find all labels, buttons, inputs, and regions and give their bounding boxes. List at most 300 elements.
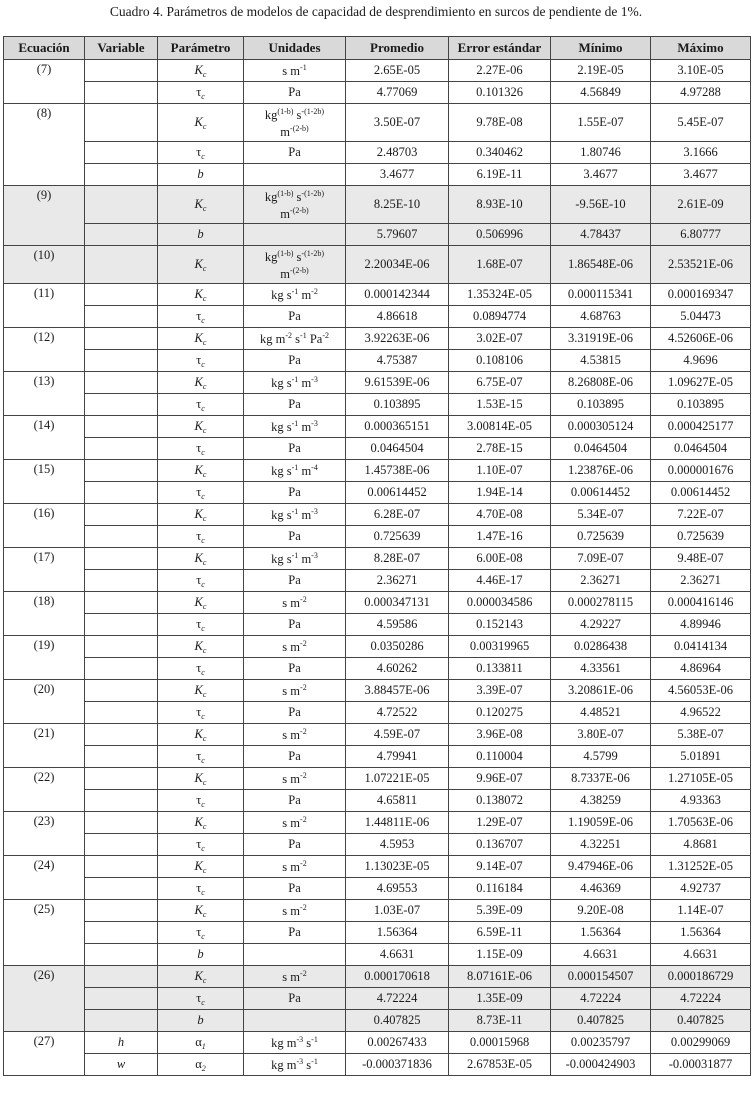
std-error-cell: 1.94E-14: [449, 482, 551, 504]
mean-cell: -0.000371836: [346, 1054, 449, 1076]
mean-cell: 0.00614452: [346, 482, 449, 504]
min-cell: 1.19059E-06: [551, 812, 651, 834]
min-cell: 7.09E-07: [551, 548, 651, 570]
max-cell: 4.97288: [651, 82, 751, 104]
min-cell: 1.55E-07: [551, 104, 651, 142]
parameter-cell: $K_c$: [158, 592, 244, 614]
units-cell: [244, 164, 346, 186]
mean-cell: 4.5953: [346, 834, 449, 856]
parameter-cell: b: [158, 224, 244, 246]
table-row: [4, 394, 751, 416]
mean-cell: 4.79941: [346, 746, 449, 768]
std-error-cell: 9.96E-07: [449, 768, 551, 790]
units-cell: Pa: [244, 658, 346, 680]
table-row: [4, 768, 751, 790]
equation-cell: (19): [4, 636, 85, 680]
variable-cell: [85, 746, 158, 768]
parameter-cell: $K_c$: [158, 104, 244, 142]
table-row: [4, 966, 751, 988]
std-error-cell: 0.116184: [449, 878, 551, 900]
mean-cell: 8.25E-10: [346, 186, 449, 224]
max-cell: 4.56053E-06: [651, 680, 751, 702]
variable-cell: [85, 680, 158, 702]
parameter-cell: $\tau_c$: [158, 350, 244, 372]
std-error-cell: 0.120275: [449, 702, 551, 724]
max-cell: 0.000186729: [651, 966, 751, 988]
mean-cell: 4.65811: [346, 790, 449, 812]
std-error-cell: 0.0894774: [449, 306, 551, 328]
variable-cell: [85, 570, 158, 592]
variable-cell: [85, 394, 158, 416]
equation-cell: (25): [4, 900, 85, 966]
min-cell: 0.000278115: [551, 592, 651, 614]
mean-cell: 4.72224: [346, 988, 449, 1010]
min-cell: 0.00614452: [551, 482, 651, 504]
table-row: [4, 1054, 751, 1076]
variable-cell: [85, 328, 158, 350]
std-error-cell: 0.506996: [449, 224, 551, 246]
min-cell: 3.80E-07: [551, 724, 651, 746]
std-error-cell: 0.340462: [449, 142, 551, 164]
mean-cell: 0.103895: [346, 394, 449, 416]
mean-cell: 4.86618: [346, 306, 449, 328]
units-cell: s $m^{-1}$: [244, 60, 346, 82]
std-error-cell: 8.93E-10: [449, 186, 551, 224]
std-error-cell: 1.53E-15: [449, 394, 551, 416]
variable-cell: [85, 350, 158, 372]
units-cell: Pa: [244, 834, 346, 856]
std-error-cell: 0.108106: [449, 350, 551, 372]
mean-cell: 3.88457E-06: [346, 680, 449, 702]
variable-cell: [85, 768, 158, 790]
units-cell: $kg^{(1-b)}$ $s^{-(1-2b)}$ $m^{-(2-b)}$: [244, 186, 346, 224]
max-cell: 0.0414134: [651, 636, 751, 658]
units-cell: kg $m^{-3}$ $s^{-1}$: [244, 1032, 346, 1054]
min-cell: 4.48521: [551, 702, 651, 724]
std-error-cell: 1.47E-16: [449, 526, 551, 548]
max-cell: 1.70563E-06: [651, 812, 751, 834]
variable-cell: [85, 186, 158, 224]
mean-cell: 9.61539E-06: [346, 372, 449, 394]
parameter-cell: $\tau_c$: [158, 878, 244, 900]
std-error-cell: 6.00E-08: [449, 548, 551, 570]
variable-cell: [85, 482, 158, 504]
min-cell: 0.407825: [551, 1010, 651, 1032]
variable-cell: [85, 856, 158, 878]
std-error-cell: 3.02E-07: [449, 328, 551, 350]
mean-cell: 8.28E-07: [346, 548, 449, 570]
std-error-cell: 1.15E-09: [449, 944, 551, 966]
equation-cell: (21): [4, 724, 85, 768]
max-cell: 5.01891: [651, 746, 751, 768]
min-cell: 1.80746: [551, 142, 651, 164]
header-equation: Ecuación: [4, 37, 85, 60]
std-error-cell: 2.67853E-05: [449, 1054, 551, 1076]
variable-cell: [85, 944, 158, 966]
parameter-cell: b: [158, 164, 244, 186]
min-cell: 0.103895: [551, 394, 651, 416]
std-error-cell: 5.39E-09: [449, 900, 551, 922]
max-cell: 4.86964: [651, 658, 751, 680]
equation-cell: (8): [4, 104, 85, 186]
table-row: [4, 60, 751, 82]
parameter-cell: $K_c$: [158, 680, 244, 702]
table-row: [4, 372, 751, 394]
max-cell: 4.52606E-06: [651, 328, 751, 350]
max-cell: 0.00614452: [651, 482, 751, 504]
equation-cell: (18): [4, 592, 85, 636]
max-cell: 5.04473: [651, 306, 751, 328]
table-row: [4, 988, 751, 1010]
parameter-cell: b: [158, 1010, 244, 1032]
std-error-cell: 4.70E-08: [449, 504, 551, 526]
min-cell: 4.33561: [551, 658, 651, 680]
max-cell: 5.38E-07: [651, 724, 751, 746]
variable-cell: [85, 438, 158, 460]
units-cell: $kg^{(1-b)}$ $s^{-(1-2b)}$ $m^{-(2-b)}$: [244, 246, 346, 284]
min-cell: 0.000305124: [551, 416, 651, 438]
table-row: [4, 328, 751, 350]
std-error-cell: 1.10E-07: [449, 460, 551, 482]
max-cell: 6.80777: [651, 224, 751, 246]
parameter-cell: $\tau_c$: [158, 658, 244, 680]
mean-cell: 1.44811E-06: [346, 812, 449, 834]
variable-cell: [85, 1010, 158, 1032]
mean-cell: 4.72522: [346, 702, 449, 724]
min-cell: 4.72224: [551, 988, 651, 1010]
max-cell: 9.48E-07: [651, 548, 751, 570]
variable-cell: [85, 922, 158, 944]
std-error-cell: 1.68E-07: [449, 246, 551, 284]
parameter-cell: $\tau_c$: [158, 746, 244, 768]
units-cell: kg $s^{-1}$ $m^{-3}$: [244, 372, 346, 394]
equation-cell: (26): [4, 966, 85, 1032]
table-row: [4, 790, 751, 812]
std-error-cell: 0.110004: [449, 746, 551, 768]
std-error-cell: 0.00319965: [449, 636, 551, 658]
table-row: [4, 1032, 751, 1054]
min-cell: 9.20E-08: [551, 900, 651, 922]
table-row: [4, 104, 751, 142]
max-cell: 4.96522: [651, 702, 751, 724]
parameter-cell: $\tau_c$: [158, 482, 244, 504]
table-row: [4, 416, 751, 438]
variable-cell: [85, 60, 158, 82]
table-row: [4, 142, 751, 164]
table-row: [4, 460, 751, 482]
mean-cell: 6.28E-07: [346, 504, 449, 526]
variable-cell: [85, 900, 158, 922]
std-error-cell: 1.35E-09: [449, 988, 551, 1010]
max-cell: 1.14E-07: [651, 900, 751, 922]
mean-cell: 0.000170618: [346, 966, 449, 988]
min-cell: 3.31919E-06: [551, 328, 651, 350]
parameter-cell: $\tau_c$: [158, 922, 244, 944]
table-row: [4, 922, 751, 944]
parameter-cell: $\tau_c$: [158, 702, 244, 724]
variable-cell: [85, 246, 158, 284]
variable-cell: [85, 306, 158, 328]
variable-cell: [85, 834, 158, 856]
min-cell: 0.0464504: [551, 438, 651, 460]
max-cell: 3.1666: [651, 142, 751, 164]
units-cell: Pa: [244, 142, 346, 164]
units-cell: kg $s^{-1}$ $m^{-3}$: [244, 504, 346, 526]
units-cell: s $m^{-2}$: [244, 768, 346, 790]
min-cell: 2.36271: [551, 570, 651, 592]
parameter-cell: $K_c$: [158, 416, 244, 438]
variable-cell: [85, 702, 158, 724]
parameter-cell: $K_c$: [158, 548, 244, 570]
min-cell: 2.19E-05: [551, 60, 651, 82]
parameter-cell: $K_c$: [158, 812, 244, 834]
units-cell: kg $s^{-1}$ $m^{-3}$: [244, 548, 346, 570]
min-cell: 0.725639: [551, 526, 651, 548]
variable-cell: [85, 724, 158, 746]
variable-cell: [85, 104, 158, 142]
variable-cell: [85, 658, 158, 680]
parameter-cell: $\tau_c$: [158, 306, 244, 328]
variable-cell: [85, 504, 158, 526]
max-cell: 0.000416146: [651, 592, 751, 614]
equation-cell: (27): [4, 1032, 85, 1076]
max-cell: 0.103895: [651, 394, 751, 416]
mean-cell: 1.56364: [346, 922, 449, 944]
max-cell: -0.00031877: [651, 1054, 751, 1076]
mean-cell: 0.00267433: [346, 1032, 449, 1054]
std-error-cell: 0.138072: [449, 790, 551, 812]
min-cell: 3.4677: [551, 164, 651, 186]
units-cell: Pa: [244, 526, 346, 548]
mean-cell: 2.65E-05: [346, 60, 449, 82]
mean-cell: 1.13023E-05: [346, 856, 449, 878]
max-cell: 4.89946: [651, 614, 751, 636]
equation-cell: (16): [4, 504, 85, 548]
min-cell: 8.26808E-06: [551, 372, 651, 394]
units-cell: Pa: [244, 922, 346, 944]
units-cell: kg $s^{-1}$ $m^{-2}$: [244, 284, 346, 306]
parameter-cell: $K_c$: [158, 60, 244, 82]
std-error-cell: 0.133811: [449, 658, 551, 680]
min-cell: 0.000115341: [551, 284, 651, 306]
max-cell: 1.09627E-05: [651, 372, 751, 394]
std-error-cell: 6.19E-11: [449, 164, 551, 186]
variable-cell: [85, 988, 158, 1010]
max-cell: 4.6631: [651, 944, 751, 966]
variable-cell: [85, 82, 158, 104]
variable-cell: [85, 416, 158, 438]
parameter-cell: $K_c$: [158, 724, 244, 746]
parameter-cell: $K_c$: [158, 328, 244, 350]
max-cell: 0.000001676: [651, 460, 751, 482]
header-std-error: Error estándar: [449, 37, 551, 60]
table-row: [4, 1010, 751, 1032]
units-cell: Pa: [244, 878, 346, 900]
variable-cell: [85, 636, 158, 658]
table-row: [4, 438, 751, 460]
parameters-table: [3, 36, 751, 1076]
table-row: [4, 186, 751, 224]
header-parameter: Parámetro: [158, 37, 244, 60]
variable-cell: [85, 548, 158, 570]
mean-cell: 0.0464504: [346, 438, 449, 460]
max-cell: 0.0464504: [651, 438, 751, 460]
table-row: [4, 246, 751, 284]
parameter-cell: $\alpha_2$: [158, 1054, 244, 1076]
std-error-cell: 0.00015968: [449, 1032, 551, 1054]
table-row: [4, 900, 751, 922]
variable-cell: [85, 224, 158, 246]
equation-cell: (23): [4, 812, 85, 856]
parameter-cell: $K_c$: [158, 246, 244, 284]
table-row: [4, 702, 751, 724]
units-cell: Pa: [244, 570, 346, 592]
units-cell: kg $s^{-1}$ $m^{-3}$: [244, 416, 346, 438]
max-cell: 2.53521E-06: [651, 246, 751, 284]
units-cell: s $m^{-2}$: [244, 592, 346, 614]
units-cell: s $m^{-2}$: [244, 724, 346, 746]
min-cell: 8.7337E-06: [551, 768, 651, 790]
table-row: [4, 944, 751, 966]
parameter-cell: $\tau_c$: [158, 394, 244, 416]
table-row: [4, 82, 751, 104]
table-row: [4, 724, 751, 746]
table-row: [4, 878, 751, 900]
parameter-cell: $K_c$: [158, 856, 244, 878]
variable-cell: [85, 878, 158, 900]
table-caption: Cuadro 4. Parámetros de modelos de capacidad de desprendimiento en surcos de pendiente de 1%.: [109, 4, 643, 19]
min-cell: 4.5799: [551, 746, 651, 768]
std-error-cell: 9.78E-08: [449, 104, 551, 142]
parameter-cell: $K_c$: [158, 504, 244, 526]
mean-cell: 2.36271: [346, 570, 449, 592]
header-max: Máximo: [651, 37, 751, 60]
equation-cell: (9): [4, 186, 85, 246]
parameter-cell: $K_c$: [158, 900, 244, 922]
parameter-cell: $K_c$: [158, 460, 244, 482]
std-error-cell: 0.101326: [449, 82, 551, 104]
max-cell: 0.000169347: [651, 284, 751, 306]
mean-cell: 4.69553: [346, 878, 449, 900]
parameter-cell: $\tau_c$: [158, 142, 244, 164]
units-cell: s $m^{-2}$: [244, 636, 346, 658]
units-cell: Pa: [244, 438, 346, 460]
header-variable: Variable: [85, 37, 158, 60]
variable-cell: [85, 284, 158, 306]
min-cell: 1.23876E-06: [551, 460, 651, 482]
mean-cell: 0.000347131: [346, 592, 449, 614]
units-cell: [244, 1010, 346, 1032]
table-row: [4, 224, 751, 246]
variable-cell: [85, 142, 158, 164]
parameter-cell: $\tau_c$: [158, 790, 244, 812]
mean-cell: 1.03E-07: [346, 900, 449, 922]
table-row: [4, 592, 751, 614]
max-cell: 4.93363: [651, 790, 751, 812]
parameter-cell: $\tau_c$: [158, 526, 244, 548]
units-cell: Pa: [244, 306, 346, 328]
table-row: [4, 680, 751, 702]
parameter-cell: $K_c$: [158, 186, 244, 224]
min-cell: 4.29227: [551, 614, 651, 636]
std-error-cell: 1.29E-07: [449, 812, 551, 834]
mean-cell: 2.48703: [346, 142, 449, 164]
table-row: [4, 284, 751, 306]
parameter-cell: $K_c$: [158, 966, 244, 988]
std-error-cell: 3.96E-08: [449, 724, 551, 746]
parameter-cell: $\tau_c$: [158, 82, 244, 104]
std-error-cell: 3.39E-07: [449, 680, 551, 702]
parameter-cell: $K_c$: [158, 768, 244, 790]
table-row: [4, 834, 751, 856]
units-cell: Pa: [244, 988, 346, 1010]
variable-cell: [85, 592, 158, 614]
mean-cell: 4.59E-07: [346, 724, 449, 746]
variable-cell: [85, 526, 158, 548]
mean-cell: 4.6631: [346, 944, 449, 966]
max-cell: 3.10E-05: [651, 60, 751, 82]
min-cell: 1.86548E-06: [551, 246, 651, 284]
std-error-cell: 1.35324E-05: [449, 284, 551, 306]
min-cell: -0.000424903: [551, 1054, 651, 1076]
equation-cell: (11): [4, 284, 85, 328]
units-cell: Pa: [244, 482, 346, 504]
mean-cell: 4.75387: [346, 350, 449, 372]
min-cell: 4.6631: [551, 944, 651, 966]
min-cell: -9.56E-10: [551, 186, 651, 224]
units-cell: Pa: [244, 394, 346, 416]
units-cell: Pa: [244, 702, 346, 724]
min-cell: 4.53815: [551, 350, 651, 372]
max-cell: 0.407825: [651, 1010, 751, 1032]
table-row: [4, 636, 751, 658]
parameter-cell: $K_c$: [158, 284, 244, 306]
mean-cell: 3.92263E-06: [346, 328, 449, 350]
units-cell: Pa: [244, 790, 346, 812]
header-row: [4, 37, 751, 60]
equation-cell: (24): [4, 856, 85, 900]
parameter-cell: $K_c$: [158, 372, 244, 394]
mean-cell: 0.0350286: [346, 636, 449, 658]
max-cell: 2.36271: [651, 570, 751, 592]
std-error-cell: 0.136707: [449, 834, 551, 856]
equation-cell: (13): [4, 372, 85, 416]
units-cell: $kg^{(1-b)}$ $s^{-(1-2b)}$ $m^{-(2-b)}$: [244, 104, 346, 142]
table-row: [4, 856, 751, 878]
max-cell: 4.72224: [651, 988, 751, 1010]
min-cell: 0.00235797: [551, 1032, 651, 1054]
table-row: [4, 526, 751, 548]
mean-cell: 1.45738E-06: [346, 460, 449, 482]
min-cell: 4.56849: [551, 82, 651, 104]
mean-cell: 5.79607: [346, 224, 449, 246]
table-row: [4, 614, 751, 636]
parameter-cell: $\tau_c$: [158, 614, 244, 636]
units-cell: s $m^{-2}$: [244, 900, 346, 922]
std-error-cell: 2.78E-15: [449, 438, 551, 460]
table-row: [4, 746, 751, 768]
mean-cell: 4.59586: [346, 614, 449, 636]
units-cell: Pa: [244, 350, 346, 372]
mean-cell: 3.4677: [346, 164, 449, 186]
equation-cell: (20): [4, 680, 85, 724]
std-error-cell: 8.07161E-06: [449, 966, 551, 988]
mean-cell: 0.000365151: [346, 416, 449, 438]
max-cell: 4.92737: [651, 878, 751, 900]
std-error-cell: 8.73E-11: [449, 1010, 551, 1032]
min-cell: 4.32251: [551, 834, 651, 856]
variable-cell: [85, 460, 158, 482]
